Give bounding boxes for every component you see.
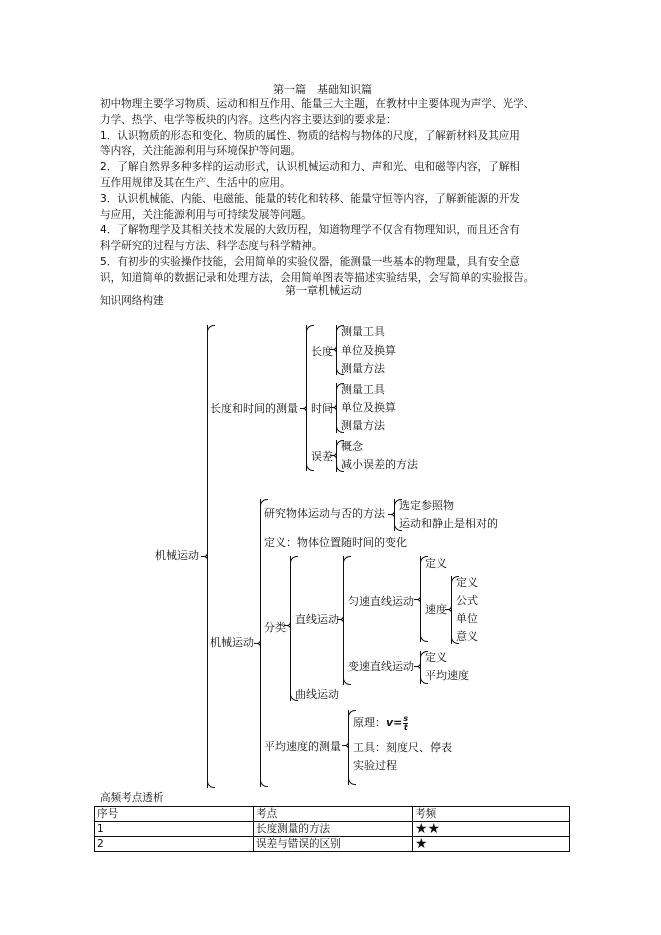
intro-line: 5．有初步的实验操作技能，会用简单的实验仪器，能测量一些基本的物理量，具有安全意 [100,255,520,268]
intro-line: 2．了解自然界多种多样的运动形式，认识机械运动和力、声和光、电和磁等内容，了解相 [100,161,520,174]
process: 实验过程 [353,759,397,772]
speed-item: 公式 [456,594,478,607]
classify-brace [290,556,291,701]
intro-line: 互作用规律及其在生产、生活中的应用。 [100,176,291,189]
node-avg-measure: 平均速度的测量 [264,740,341,753]
node-motion: 机械运动 [210,636,254,649]
column-header: 序号 [95,807,254,822]
table-row [95,837,570,852]
length-item: 测量工具 [341,325,385,338]
section-heading-network: 知识网络构建 [100,295,164,307]
chapter-title: 第一章机械运动 [285,284,362,297]
cell-no: 1 [95,822,254,837]
principle-numerator: s [403,713,409,723]
node-definition: 定义：物体位置随时间的变化 [264,536,407,549]
intro-line: 4．了解物理学及其相关技术发展的大致历程，知道物理学不仅含有物理知识，而且还含有 [100,224,520,237]
intro-line: 科学研究的过程与方法、科学态度与科学精神。 [100,240,323,253]
method-item: 运动和静止是相对的 [399,517,498,530]
error-item: 减小误差的方法 [341,458,418,471]
exam-points-table [94,806,570,852]
intro-line: 识，知道简单的数据记录和处理方法，会用简单图表等描述实验结果，会写简单的实验报告。 [100,271,535,284]
principle-label: 原理： [353,716,386,729]
table-row [95,822,570,837]
principle-fraction [403,715,408,732]
cell-no: 2 [95,837,254,852]
column-header: 考点 [254,807,413,822]
motion-brace [260,499,261,787]
cell-freq: ★ [413,837,570,852]
node-speed: 速度 [425,603,447,616]
principle-denominator: t [403,722,408,732]
speed-item: 单位 [456,612,478,625]
variable-item: 平均速度 [425,669,469,682]
variable-brace [420,651,421,684]
node-classify: 分类 [264,621,286,634]
time-item: 测量工具 [341,383,385,396]
page-title: 第一篇 基础知识篇 [273,83,372,96]
node-length-time: 长度和时间的测量 [210,402,298,415]
node-uniform: 匀速直线运动 [348,595,414,608]
time-item: 测量方法 [341,419,385,432]
method-item: 选定参照物 [399,499,454,512]
intro-line: 与应用，关注能源利用与可持续发展等问题。 [100,208,312,221]
intro-text [100,97,534,287]
intro-line: 1．认识物质的形态和变化、物质的属性、物质的结构与物体的尺度，了解新材料及其应用 [100,129,520,142]
intro-line: 初中物理主要学习物质、运动和相互作用、能量三大主题，在教材中主要体现为声学、光学、 [100,98,535,110]
principle [353,712,408,734]
intro-line: 力学、热学、电学等板块的内容。这些内容主要达到的要求是： [100,113,397,126]
time-brace [336,383,337,433]
root-brace [207,325,208,788]
principle-v: v= [386,716,403,729]
node-straight: 直线运动 [295,613,339,626]
intro-line: 3．认识机械能、内能、电磁能、能量的转化和转移、能量守恒等内容，了解新能源的开发 [100,192,520,205]
method-brace [394,499,395,531]
node-error: 误差 [311,450,333,463]
tools: 工具：刻度尺、停表 [353,741,452,754]
table-header-row [95,807,570,822]
avg-brace [348,710,349,785]
length-item: 单位及换算 [341,344,396,357]
uniform-definition: 定义 [425,557,447,570]
column-header: 考频 [413,807,570,822]
intro-line: 等内容，关注能源利用与环境保护等问题。 [100,145,302,158]
node-method: 研究物体运动与否的方法 [264,507,385,520]
tree-root: 机械运动 [155,549,199,562]
length-brace [336,325,337,375]
uniform-brace [420,556,421,642]
variable-item: 定义 [425,651,447,664]
speed-brace [451,576,452,644]
length-time-brace [306,325,307,471]
speed-item: 意义 [456,630,478,643]
cell-point: 误差与错误的区别 [254,837,413,852]
node-time: 时间 [311,402,333,415]
speed-item: 定义 [456,576,478,589]
cell-point: 长度测量的方法 [254,822,413,837]
error-brace [336,440,337,472]
node-length: 长度 [311,345,333,358]
node-variable: 变速直线运动 [348,660,414,673]
cell-freq: ★★ [413,822,570,837]
length-item: 测量方法 [341,362,385,375]
time-item: 单位及换算 [341,401,396,414]
error-item: 概念 [341,440,363,453]
node-curve: 曲线运动 [295,688,339,701]
straight-brace [343,556,344,685]
section-heading-hot: 高频考点透析 [100,792,164,804]
